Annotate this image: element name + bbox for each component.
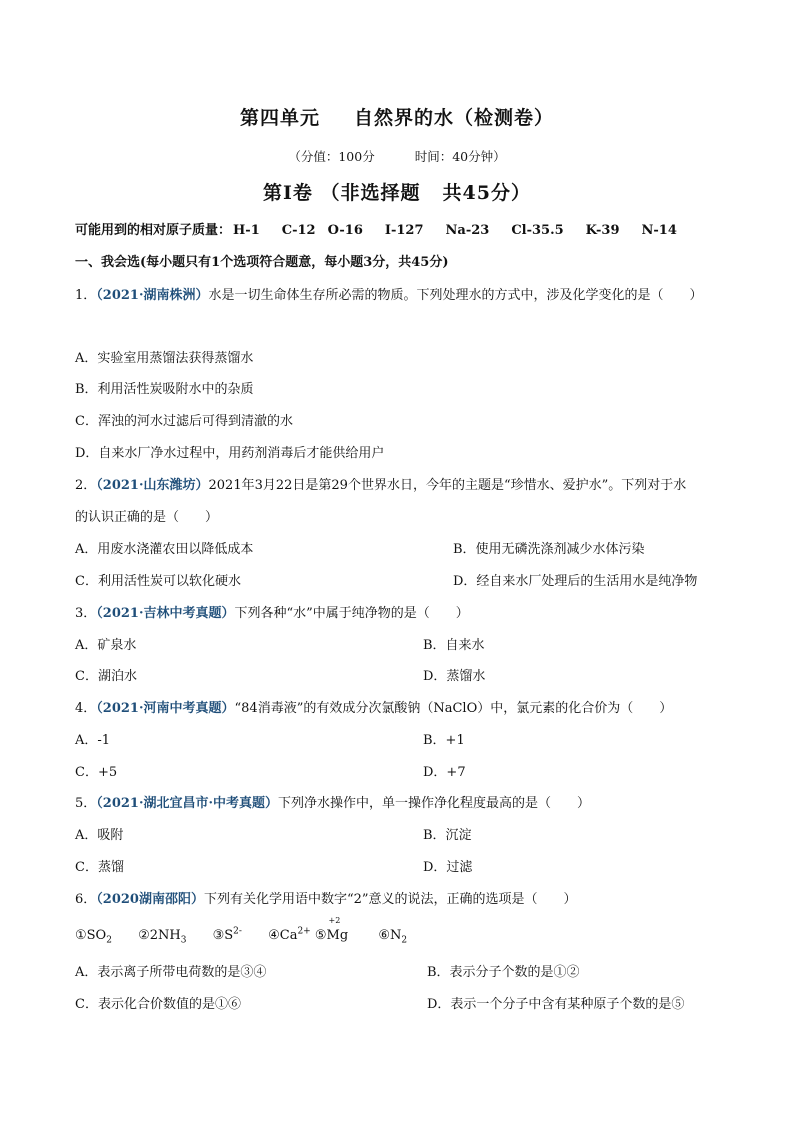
option: C．浑浊的河水过滤后可得到清澈的水 (75, 414, 293, 429)
page-title (0, 103, 794, 130)
question-stem-continued: 的认识正确的是（ ） (75, 510, 219, 525)
option: D．表示一个分子中含有某种原子个数的是⑤ (427, 997, 685, 1012)
option: D．经自来水厂处理后的生活用水是纯净物 (453, 574, 698, 589)
question-1 (75, 284, 703, 303)
formula-4: $④Ca^{2+}$ (268, 926, 311, 943)
mass-item: Cl-35.5 (511, 223, 564, 238)
option-row (75, 570, 698, 589)
title-name: 自然界的水（检测卷） (354, 107, 555, 129)
option: C．+5 (75, 765, 118, 780)
question-stem: 水是一切生命体生存所必需的物质。下列处理水的方式中，涉及化学变化的是（ ） (208, 288, 703, 303)
question-source: （2021·吉林中考真题） (96, 606, 235, 621)
question-source: （2021·湖北宜昌市·中考真题） (96, 796, 279, 811)
question-stem: 下列有关化学用语中数字“2”意义的说法，正确的选项是（ ） (203, 892, 577, 907)
option: B．+1 (423, 733, 465, 748)
question-3 (75, 602, 469, 621)
question-stem: 下列净水操作中，单一操作净化程度最高的是（ ） (278, 796, 591, 811)
formula-3: $③S^{2-}$ (212, 926, 242, 943)
question-number: 2． (75, 478, 97, 493)
question-source: （2021·山东潍坊） (96, 478, 209, 493)
question-number: 6． (75, 892, 97, 907)
option: A．-1 (75, 733, 111, 748)
option-row (75, 761, 466, 780)
option-row (75, 538, 645, 557)
volume-title-a: 第Ⅰ卷 （非选择题 (263, 182, 421, 204)
option-row (75, 665, 486, 684)
option-row (75, 824, 472, 843)
option-row (75, 634, 485, 653)
mass-item: N-14 (641, 223, 677, 238)
question-source: （2021·湖南株洲） (96, 288, 209, 303)
question-5 (75, 792, 590, 811)
question-number: 1． (75, 288, 97, 303)
option: B．表示分子个数的是①② (427, 965, 580, 980)
formula-5: ⑤ +2 Mg (314, 916, 349, 943)
option: B．自来水 (423, 638, 485, 653)
question-number: 5． (75, 796, 97, 811)
option: A．表示离子所带电荷数的是③④ (75, 965, 267, 980)
option: B．利用活性炭吸附水中的杂质 (75, 382, 254, 397)
option: A．吸附 (75, 828, 124, 843)
option: A．矿泉水 (75, 638, 137, 653)
mass-item: K-39 (585, 223, 620, 238)
score-info: （分值：100分 (288, 149, 375, 164)
question-stem: 下列各种“水”中属于纯净物的是（ ） (234, 606, 469, 621)
question-source: （2020湖南邵阳） (96, 892, 204, 907)
mass-item: C-12 (281, 223, 316, 238)
question-4 (75, 697, 672, 716)
option: D．+7 (423, 765, 466, 780)
option: D．自来水厂净水过程中，用药剂消毒后才能供给用户 (75, 446, 385, 461)
option-row (75, 961, 580, 980)
option: C．湖泊水 (75, 669, 137, 684)
atomic-masses-label: 可能用到的相对原子质量： (75, 223, 232, 238)
question-stem: “84消毒液”的有效成分次氯酸钠（NaClO）中，氯元素的化合价为（ ） (234, 701, 673, 716)
option-row (75, 856, 473, 875)
exam-info (0, 147, 794, 165)
option: B．沉淀 (423, 828, 472, 843)
volume-title (0, 178, 794, 205)
title-unit: 第四单元 (239, 107, 320, 129)
option: A．用废水浇灌农田以降低成本 (75, 542, 254, 557)
question-number: 4． (75, 701, 97, 716)
volume-title-b: 共45分） (442, 182, 531, 204)
mass-item: H-1 (233, 223, 260, 238)
mass-item: O-16 (327, 223, 363, 238)
question-number: 3． (75, 606, 97, 621)
mass-item: Na-23 (445, 223, 490, 238)
option: D．蒸馏水 (423, 669, 486, 684)
option: C．表示化合价数值的是①⑥ (75, 997, 241, 1012)
question-source: （2021·河南中考真题） (96, 701, 235, 716)
atomic-masses (75, 219, 699, 238)
time-info: 时间：40分钟） (414, 149, 506, 164)
mass-item: I-127 (384, 223, 424, 238)
option: B．使用无磷洗涤剂减少水体污染 (453, 542, 645, 557)
option: D．过滤 (423, 860, 473, 875)
option-row (75, 993, 685, 1012)
option: A．实验室用蒸馏法获得蒸馏水 (75, 351, 254, 366)
formula-6: $⑥N_2$ (378, 928, 408, 946)
option: C．利用活性炭可以软化硬水 (75, 574, 241, 589)
formula-1: $①SO_2$ (75, 928, 112, 946)
question-stem: 2021年3月22日是第29个世界水日，今年的主题是“珍惜水、爱护水”。下列对于水 (208, 478, 687, 493)
question-6 (75, 888, 577, 907)
chem-formulas (75, 916, 408, 946)
formula-2: $②2NH_3$ (138, 928, 187, 946)
option-row (75, 729, 465, 748)
option: C．蒸馏 (75, 860, 124, 875)
question-2 (75, 474, 686, 493)
section-heading: 一、我会选(每小题只有1个选项符合题意，每小题3分，共45分) (75, 255, 449, 270)
